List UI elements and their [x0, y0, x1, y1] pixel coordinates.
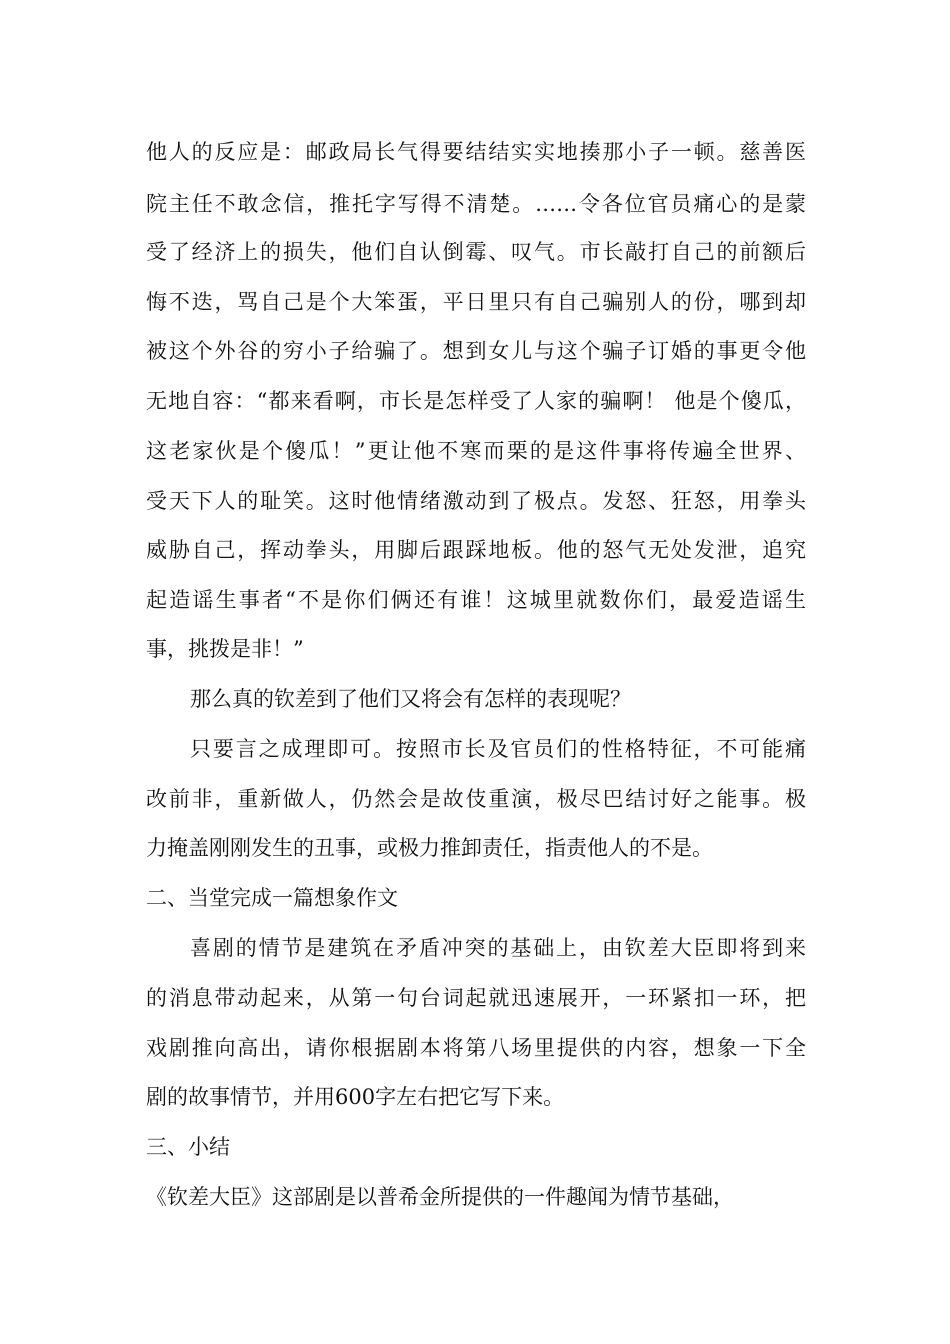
paragraph-line: 剧的故事情节，并用600字左右把它写下来。 — [146, 1085, 565, 1109]
paragraph-line: 起造谣生事者“不是你们俩还有谁！这城里就数你们，最爱造谣生 — [146, 588, 806, 612]
paragraph-line: 力掩盖刚刚发生的丑事，或极力推卸责任，指责他人的不是。 — [146, 836, 713, 860]
paragraph-line: 威胁自己，挥动拳头，用脚后跟踩地板。他的怒气无处发泄，追究 — [146, 538, 806, 562]
paragraph-line: 悔不迭，骂自己是个大笨蛋，平日里只有自己骗别人的份，哪到却 — [146, 290, 806, 314]
paragraph-line: 的消息带动起来，从第一句台词起就迅速展开，一环紧扣一环，把 — [146, 986, 806, 1010]
paragraph-line: 他人的反应是：邮政局长气得要结结实实地揍那小子一顿。慈善医 — [146, 140, 806, 164]
paragraph-line: 受了经济上的损失，他们自认倒霉、叹气。市长敲打自己的前额后 — [146, 240, 806, 264]
paragraph-line: 喜剧的情节是建筑在矛盾冲突的基础上，由钦差大臣即将到来 — [190, 936, 806, 960]
question-line: 那么真的钦差到了他们又将会有怎样的表现呢？ — [190, 687, 631, 711]
section-heading: 三、小结 — [146, 1135, 230, 1159]
paragraph-line: 改前非，重新做人，仍然会是故伎重演，极尽巴结讨好之能事。极 — [146, 787, 806, 811]
paragraph-line: 无地自容：“都来看啊，市长是怎样受了人家的骗啊！ 他是个傻瓜， — [146, 389, 806, 413]
paragraph-line: 事，挑拨是非！” — [146, 637, 304, 661]
paragraph-line: 被这个外谷的穷小子给骗了。想到女儿与这个骗子订婚的事更令他 — [146, 339, 806, 363]
paragraph-line: 这老家伙是个傻瓜！”更让他不寒而栗的是这件事将传遍全世界、 — [146, 439, 806, 463]
paragraph-line: 《钦差大臣》这部剧是以普希金所提供的一件趣闻为情节基础， — [146, 1185, 734, 1209]
paragraph-line: 只要言之成理即可。按照市长及官员们的性格特征，不可能痛 — [190, 737, 806, 761]
paragraph-line: 戏剧推向高出，请你根据剧本将第八场里提供的内容，想象一下全 — [146, 1036, 806, 1060]
paragraph-line: 受天下人的耻笑。这时他情绪激动到了极点。发怒、狂怒，用拳头 — [146, 489, 806, 513]
section-heading: 二、当堂完成一篇想象作文 — [146, 886, 398, 910]
paragraph-line: 院主任不敢念信，推托字写得不清楚。……令各位官员痛心的是蒙 — [146, 192, 806, 216]
